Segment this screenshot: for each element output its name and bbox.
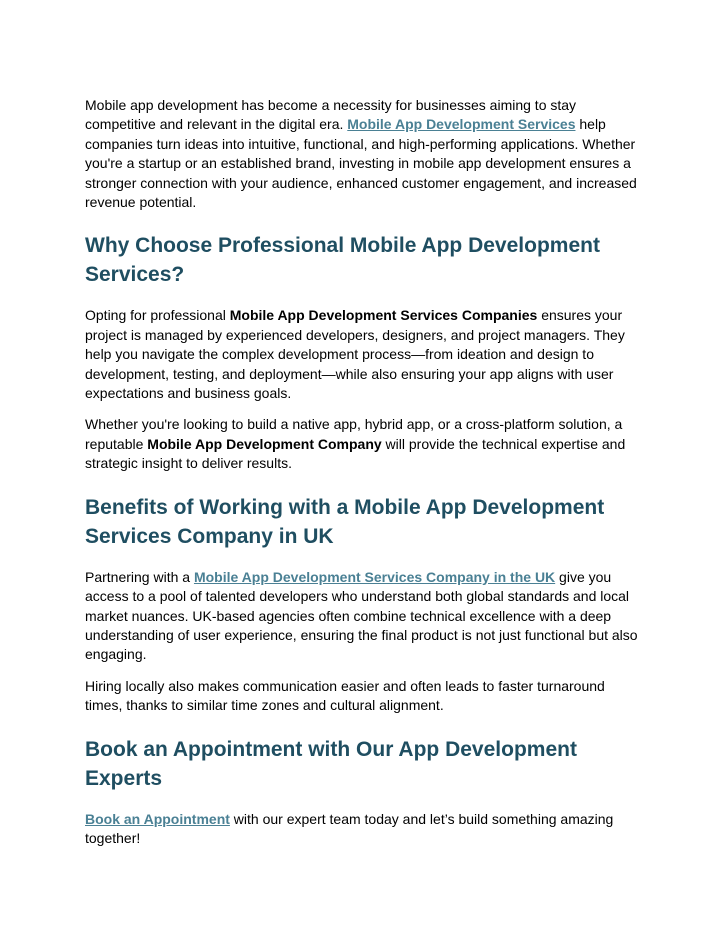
section2-paragraph-2: Hiring locally also makes communication easier and often leads to faster turnaround times, thanks to similar time zones and cultural alignment.	[85, 677, 605, 714]
intro-text-after: help companies turn ideas into intuitive, functional, and high-performing applications. Whether you're a startup or an established brand, investing in mobile app development ensures a stronger connection with your audience, enhanced customer engagement, and increased revenue potential.	[85, 116, 637, 211]
section1-p2-before: Whether you're looking to build a native app, hybrid app, or a cross-platform solution, a reputable	[85, 416, 623, 452]
section1-p2-after: will provide the technical expertise and strategic insight to deliver results.	[85, 435, 626, 472]
section1-paragraph-1	[85, 306, 645, 403]
intro-text-before: Mobile app development has become a necessity for businesses aiming to stay competitive and relevant in the digital era.	[85, 97, 577, 133]
section1-p1-before: Opting for professional	[85, 307, 230, 324]
section1-p2-bold: Mobile App Development Company	[147, 435, 382, 452]
section2-p1-before: Partnering with a	[85, 568, 194, 585]
section2-p1-after: give you access to a pool of talented developers who understand both global standards and local market nuances. UK-based agencies often combine technical excellence with a deep understanding of user experience, ensuring the final product is not just functional but also engaging.	[85, 568, 638, 663]
book-appointment-link[interactable]: Book an Appointment	[85, 810, 230, 827]
section1-p1-after: ensures your project is managed by experienced developers, designers, and project managers. They help you navigate the complex development process—from ideation and design to development, testing, and deployment—while also ensuring your app aligns with user expectations and business goals.	[85, 307, 625, 402]
intro-paragraph	[85, 96, 645, 212]
mobile-app-development-services-link[interactable]: Mobile App Development Services	[347, 116, 576, 133]
section2-paragraph-1	[85, 568, 645, 665]
section1-p1-bold: Mobile App Development Services Companies	[229, 307, 538, 324]
section2-heading: Benefits of Working with a Mobile App Development Services Company in UK	[85, 495, 605, 548]
section3-p1-after: with our expert team today and let’s build something amazing together!	[85, 810, 614, 846]
section3-heading: Book an Appointment with Our App Development Experts	[85, 737, 577, 790]
section1-paragraph-2	[85, 415, 645, 473]
uk-company-link[interactable]: Mobile App Development Services Company in the UK	[193, 568, 556, 585]
document-page	[85, 96, 645, 848]
section3-paragraph-1	[85, 810, 645, 849]
section1-heading: Why Choose Professional Mobile App Development Services?	[85, 234, 600, 287]
